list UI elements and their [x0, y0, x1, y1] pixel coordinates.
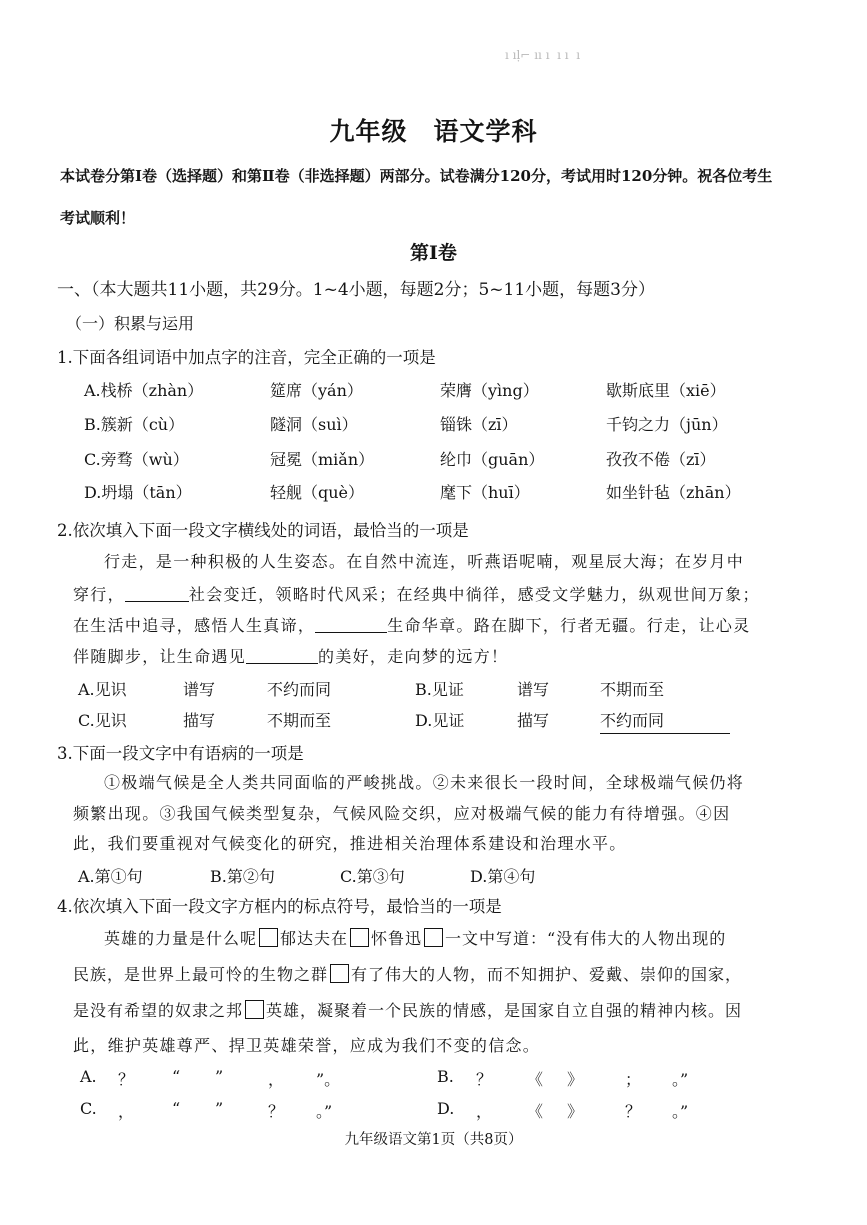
- page-footer: 九年级语文第1页（共8页）: [344, 1132, 523, 1148]
- scan-underline-mark: [600, 733, 730, 734]
- intro-line-1: 本试卷分第Ⅰ卷（选择题）和第Ⅱ卷（非选择题）两部分。试卷满分120分，考试用时120分钟。祝各位考生: [60, 167, 773, 185]
- q4-passage-text: 民族，是世界上最可怜的生物之群: [73, 965, 329, 984]
- q2-passage-line: [73, 582, 760, 605]
- q2-passage-text: 生命华章。路在脚下，行者无疆。行走，让心灵: [387, 616, 751, 635]
- q2-option-cell: D.见证: [415, 711, 465, 730]
- q4-passage-text: 怀鲁迅: [371, 929, 423, 948]
- q3-option: B.第②句: [210, 867, 275, 886]
- q4-passage-line: 此，维护英雄尊严、捍卫英雄荣誉，应成为我们不变的信念。: [73, 1036, 541, 1055]
- q1-option-cell: B.簇新（cù）: [84, 415, 185, 434]
- q4-option-mark: 。”: [672, 1070, 689, 1089]
- q1-option-cell: 轻舰（què）: [270, 483, 365, 502]
- punctuation-box: [330, 964, 349, 983]
- q2-option-cell: C.见识: [78, 711, 127, 730]
- q2-option-cell: 不期而至: [267, 711, 332, 730]
- q4-passage-text: 一文中写道：“没有伟大的人物出现的: [445, 929, 727, 948]
- q4-option-mark: 》: [567, 1102, 584, 1121]
- q3-passage-line: 此，我们要重视对气候变化的研究，推进相关治理体系建设和治理水平。: [73, 834, 627, 853]
- q4-option-mark: ？: [268, 1102, 285, 1121]
- volume-heading: 第Ⅰ卷: [410, 242, 457, 264]
- q4-option-mark: “: [172, 1099, 181, 1118]
- q1-option-cell: 千钧之力（jūn）: [606, 415, 728, 434]
- q1-option-cell: 如坐针毡（zhān）: [606, 483, 741, 502]
- q4-passage-text: 英雄，凝聚着一个民族的情感，是国家自立自强的精神内核。因: [266, 1001, 743, 1020]
- q2-option-cell: 谱写: [183, 680, 216, 699]
- q1-option-cell: 筵席（yán）: [270, 381, 363, 400]
- q3-passage-line: ①极端气候是全人类共同面临的严峻挑战。②未来很长一段时间，全球极端气候仍将: [104, 773, 745, 792]
- q1-option-cell: 隧洞（suì）: [270, 415, 358, 434]
- q4-passage-line: [73, 962, 742, 985]
- q1-option-cell: 纶巾（guān）: [440, 450, 545, 469]
- punctuation-box: [245, 1000, 264, 1019]
- q4-option-letter: A.: [80, 1067, 97, 1086]
- q1-option-cell: 冠冕（miǎn）: [270, 450, 375, 469]
- fill-blank: [315, 632, 387, 633]
- q4-option-mark: 《: [527, 1070, 544, 1089]
- q4-option-mark: 。”: [672, 1102, 689, 1121]
- q4-option-mark: ”。: [316, 1070, 341, 1089]
- question-2-stem: 2.依次填入下面一段文字横线处的词语，最恰当的一项是: [57, 521, 469, 540]
- q2-passage-text: 伴随脚步，让生命遇见: [73, 647, 247, 666]
- q4-option-mark: ？: [625, 1102, 642, 1121]
- q2-passage-line: [73, 644, 508, 667]
- q4-option-mark: ，: [476, 1102, 493, 1121]
- q2-option-cell: 谱写: [517, 680, 550, 699]
- subsection-heading: （一）积累与运用: [66, 314, 195, 333]
- question-1-stem: 1.下面各组词语中加点字的注音，完全正确的一项是: [57, 348, 436, 367]
- scan-artifact: ı ıḷ⌐ ıı ı ı ı ı: [505, 48, 581, 62]
- q1-option-cell: 麾下（huī）: [440, 483, 530, 502]
- q4-option-letter: C.: [80, 1099, 97, 1118]
- q2-option-cell: 不约而同: [267, 680, 332, 699]
- q2-option-cell: A.见识: [78, 680, 127, 699]
- q3-option: C.第③句: [340, 867, 405, 886]
- q4-option-mark: ”: [215, 1099, 224, 1118]
- q2-option-cell: 不期而至: [600, 680, 665, 699]
- punctuation-box: [259, 928, 278, 947]
- q2-option-cell: 描写: [183, 711, 216, 730]
- q3-passage-line: 频繁出现。③我国气候类型复杂，气候风险交织，应对极端气候的能力有待增强。④因: [73, 804, 731, 823]
- q2-passage-line: 行走，是一种积极的人生姿态。在自然中流连，听燕语呢喃，观星辰大海；在岁月中: [104, 552, 745, 571]
- q2-option-cell: 不约而同: [600, 711, 665, 730]
- q4-passage-text: 有了伟大的人物，而不知拥护、爱戴、崇仰的国家，: [351, 965, 743, 984]
- q4-option-mark: ，: [268, 1070, 285, 1089]
- section-heading: 一、（本大题共11小题，共29分。1~4小题，每题2分；5~11小题，每题3分）: [57, 280, 655, 300]
- q4-option-mark: 《: [527, 1102, 544, 1121]
- punctuation-box: [424, 928, 443, 947]
- q1-option-cell: 歇斯底里（xiē）: [606, 381, 726, 400]
- q1-option-cell: 荣膺（yìng）: [440, 381, 539, 400]
- fill-blank: [246, 663, 318, 664]
- q4-option-mark: ？: [476, 1070, 493, 1089]
- q1-option-cell: C.旁骛（wù）: [84, 450, 189, 469]
- question-4-stem: 4.依次填入下面一段文字方框内的标点符号，最恰当的一项是: [57, 897, 502, 916]
- page-title: 九年级 语文学科: [329, 117, 538, 146]
- fill-blank: [125, 601, 189, 602]
- q4-option-mark: ？: [118, 1070, 135, 1089]
- q4-option-mark: ，: [118, 1102, 135, 1121]
- q4-option-letter: D.: [437, 1099, 455, 1118]
- q2-option-cell: 描写: [517, 711, 550, 730]
- punctuation-box: [350, 928, 369, 947]
- q4-passage-text: 是没有希望的奴隶之邦: [73, 1001, 244, 1020]
- q4-passage-text: 英雄的力量是什么呢: [104, 929, 258, 948]
- question-3-stem: 3.下面一段文字中有语病的一项是: [57, 744, 304, 763]
- q4-option-mark: ”: [215, 1067, 224, 1086]
- intro-line-2: 考试顺利！: [60, 209, 136, 227]
- q4-passage-line: [104, 926, 726, 949]
- q1-option-cell: A.栈桥（zhàn）: [84, 381, 204, 400]
- q3-option: A.第①句: [78, 867, 143, 886]
- q4-option-mark: 。”: [316, 1102, 333, 1121]
- q4-passage-text: 郁达夫在: [280, 929, 349, 948]
- q4-option-mark: 》: [567, 1070, 584, 1089]
- q3-option: D.第④句: [470, 867, 536, 886]
- q4-passage-line: [73, 998, 742, 1021]
- q1-option-cell: 锱铢（zī）: [440, 415, 518, 434]
- q4-option-mark: ；: [625, 1070, 642, 1089]
- q1-option-cell: 孜孜不倦（zī）: [606, 450, 716, 469]
- q2-passage-text: 在生活中追寻，感悟人生真谛，: [73, 616, 316, 635]
- q4-option-letter: B.: [437, 1067, 454, 1086]
- q2-passage-text: 社会变迁，领略时代风采；在经典中徜徉，感受文学魅力，纵观世间万象；: [188, 585, 760, 604]
- q2-passage-text: 穿行，: [73, 585, 125, 604]
- q2-passage-line: [73, 613, 751, 636]
- q2-option-cell: B.见证: [415, 680, 464, 699]
- q2-passage-text: 的美好，走向梦的远方！: [318, 647, 509, 666]
- q1-option-cell: D.坍塌（tān）: [84, 483, 192, 502]
- q4-option-mark: “: [172, 1067, 181, 1086]
